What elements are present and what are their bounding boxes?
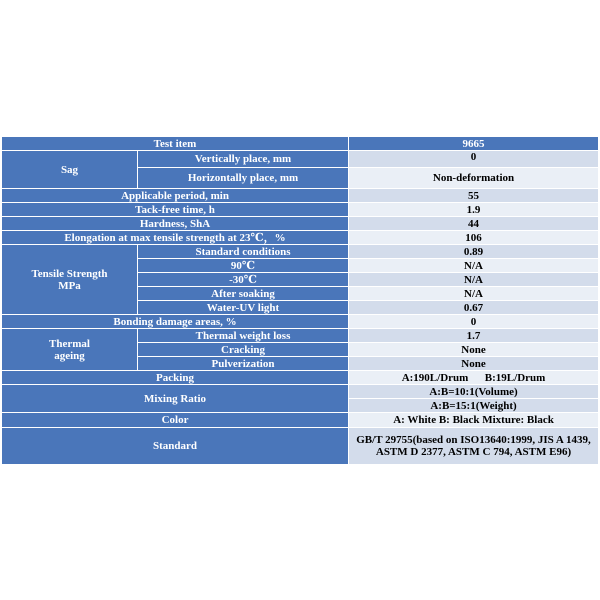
table-row bbox=[2, 151, 599, 168]
table-row bbox=[2, 217, 599, 231]
tack-free-value: 1.9 bbox=[349, 203, 599, 217]
thermal-item: Pulverization bbox=[138, 357, 349, 371]
thermal-label: Thermal ageing bbox=[2, 329, 138, 371]
elongation-value: 106 bbox=[349, 231, 599, 245]
table-row bbox=[2, 315, 599, 329]
elongation-item: Elongation at max tensile strength at 23℃，% bbox=[2, 231, 349, 245]
hardness-value: 44 bbox=[349, 217, 599, 231]
tensile-item: -30℃ bbox=[138, 273, 349, 287]
color-value: A: White B: Black Mixture: Black bbox=[349, 413, 599, 428]
header-row bbox=[2, 137, 599, 151]
bonding-item: Bonding damage areas, % bbox=[2, 315, 349, 329]
tensile-item: Water-UV light bbox=[138, 301, 349, 315]
hardness-item: Hardness, ShA bbox=[2, 217, 349, 231]
tensile-value: N/A bbox=[349, 273, 599, 287]
thermal-item: Cracking bbox=[138, 343, 349, 357]
tensile-value: 0.67 bbox=[349, 301, 599, 315]
sag-vertical-item: Vertically place, mm bbox=[138, 151, 349, 168]
applicable-period-value: 55 bbox=[349, 189, 599, 203]
sag-label: Sag bbox=[2, 151, 138, 189]
sag-vertical-value: 0 bbox=[349, 151, 599, 168]
thermal-value: None bbox=[349, 343, 599, 357]
table-row bbox=[2, 385, 599, 399]
table-row bbox=[2, 428, 599, 465]
tensile-item: 90℃ bbox=[138, 259, 349, 273]
mixing-volume-value: A:B=10:1(Volume) bbox=[349, 385, 599, 399]
table-row bbox=[2, 371, 599, 385]
header-product: 9665 bbox=[349, 137, 599, 151]
mixing-weight-value: A:B=15:1(Weight) bbox=[349, 399, 599, 413]
header-test-item: Test item bbox=[2, 137, 349, 151]
tensile-label: Tensile Strength MPa bbox=[2, 245, 138, 315]
tensile-item: Standard conditions bbox=[138, 245, 349, 259]
table-row bbox=[2, 413, 599, 428]
tensile-item: After soaking bbox=[138, 287, 349, 301]
standard-item: Standard bbox=[2, 428, 349, 465]
thermal-value: None bbox=[349, 357, 599, 371]
spec-table bbox=[1, 136, 599, 465]
sag-horizontal-item: Horizontally place, mm bbox=[138, 168, 349, 189]
mixing-item: Mixing Ratio bbox=[2, 385, 349, 413]
table-row bbox=[2, 203, 599, 217]
sag-horizontal-value: Non-deformation bbox=[349, 168, 599, 189]
applicable-period-item: Applicable period, min bbox=[2, 189, 349, 203]
thermal-item: Thermal weight loss bbox=[138, 329, 349, 343]
packing-value: A:190L/Drum B:19L/Drum bbox=[349, 371, 599, 385]
table-row bbox=[2, 245, 599, 259]
standard-value: GB/T 29755(based on ISO13640:1999, JIS A 1439, ASTM D 2377, ASTM C 794, ASTM E96) bbox=[349, 428, 599, 465]
table-row bbox=[2, 329, 599, 343]
tack-free-item: Tack-free time, h bbox=[2, 203, 349, 217]
tensile-value: 0.89 bbox=[349, 245, 599, 259]
table-row bbox=[2, 231, 599, 245]
packing-item: Packing bbox=[2, 371, 349, 385]
color-item: Color bbox=[2, 413, 349, 428]
thermal-value: 1.7 bbox=[349, 329, 599, 343]
tensile-value: N/A bbox=[349, 259, 599, 273]
table-row bbox=[2, 189, 599, 203]
bonding-value: 0 bbox=[349, 315, 599, 329]
tensile-value: N/A bbox=[349, 287, 599, 301]
